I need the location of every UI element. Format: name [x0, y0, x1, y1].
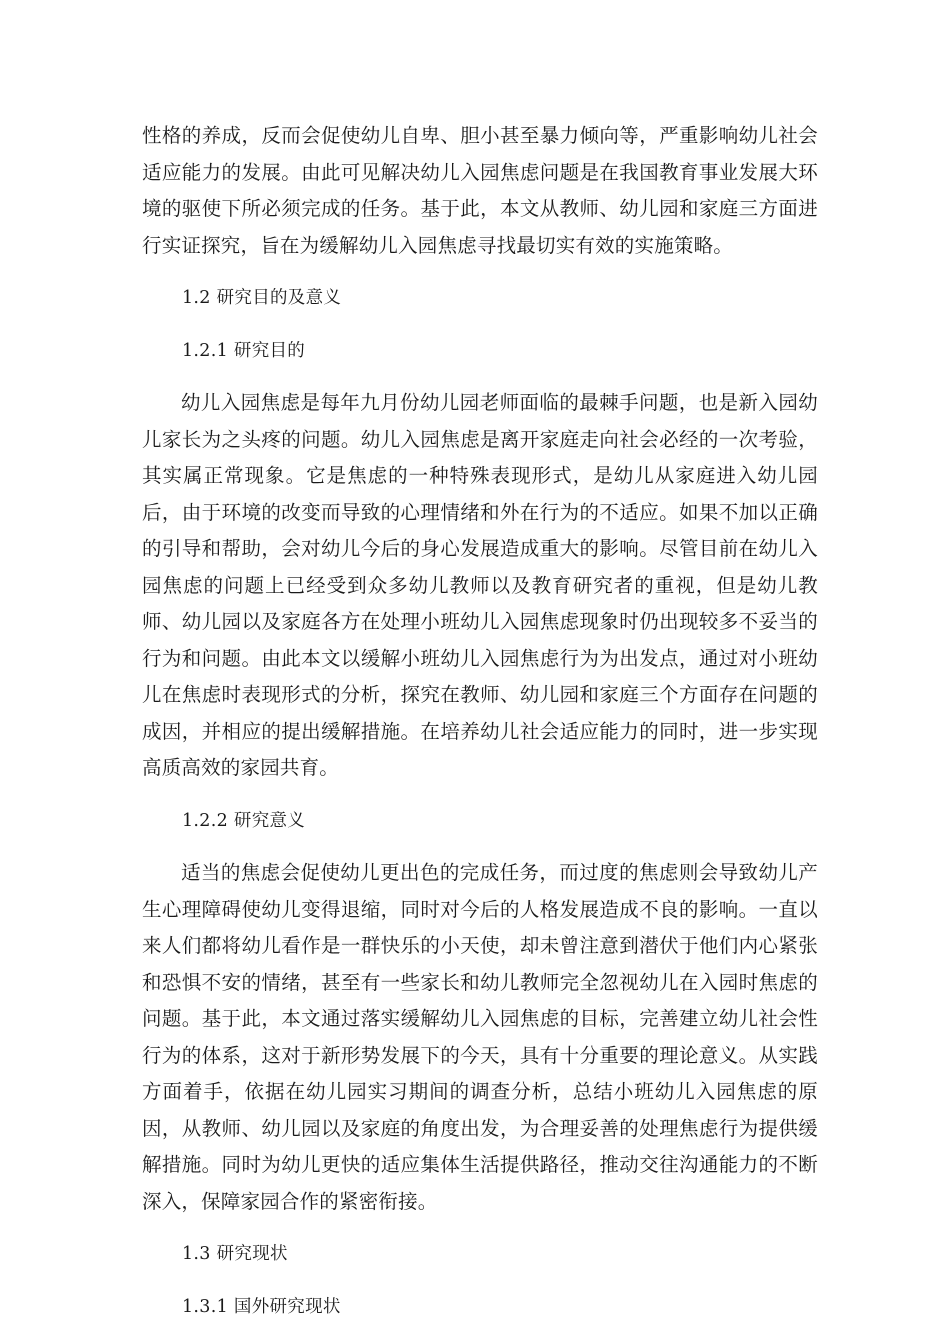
heading-1-3: 1.3 研究现状 [182, 1244, 288, 1264]
heading-1-2-1: 1.2.1 研究目的 [182, 340, 306, 361]
heading-1-2: 1.2 研究目的及意义 [182, 288, 342, 308]
paragraph-intro-continued: 性格的养成，反而会促使幼儿自卑、胆小甚至暴力倾向等，严重影响幼儿社会适应能力的发展。由此可见解决幼儿入园焦虑问题是在我国教育事业发展大环境的驱使下所必须完成的任务。基于此，本文从教师、幼儿园和家庭三方面进行实证探究，旨在为缓解幼儿入园焦虑寻找最切实有效的实施策略。 [142, 124, 818, 257]
heading-1-3-1: 1.3.1 国外研究现状 [182, 1296, 341, 1317]
document-page [142, 118, 818, 1325]
paragraph-research-significance: 适当的焦虑会促使幼儿更出色的完成任务，而过度的焦虑则会导致幼儿产生心理障碍使幼儿变得退缩，同时对今后的人格发展造成不良的影响。一直以来人们都将幼儿看作是一群快乐的小天使，却未曾注意到潜伏于他们内心紧张和恐惧不安的情绪，甚至有一些家长和幼儿教师完全忽视幼儿在入园时焦虑的问题。基于此，本文通过落实缓解幼儿入园焦虑的目标，完善建立幼儿社会性行为的体系，这对于新形势发展下的今天，具有十分重要的理论意义。从实践方面着手，依据在幼儿园实习期间的调查分析，总结小班幼儿入园焦虑的原因，从教师、幼儿园以及家庭的角度出发，为合理妥善的处理焦虑行为提供缓解措施。同时为幼儿更快的适应集体生活提供路径，推动交往沟通能力的不断深入，保障家园合作的紧密衔接。 [142, 861, 818, 1213]
paragraph-research-purpose: 幼儿入园焦虑是每年九月份幼儿园老师面临的最棘手问题，也是新入园幼儿家长为之头疼的问题。幼儿入园焦虑是离开家庭走向社会必经的一次考验，其实属正常现象。它是焦虑的一种特殊表现形式，是幼儿从家庭进入幼儿园后，由于环境的改变而导致的心理情绪和外在行为的不适应。如果不加以正确的引导和帮助，会对幼儿今后的身心发展造成重大的影响。尽管目前在幼儿入园焦虑的问题上已经受到众多幼儿教师以及教育研究者的重视，但是幼儿教师、幼儿园以及家庭各方在处理小班幼儿入园焦虑现象时仍出现较多不妥当的行为和问题。由此本文以缓解小班幼儿入园焦虑行为为出发点，通过对小班幼儿在焦虑时表现形式的分析，探究在教师、幼儿园和家庭三个方面存在问题的成因，并相应的提出缓解措施。在培养幼儿社会适应能力的同时，进一步实现高质高效的家园共育。 [142, 391, 818, 779]
heading-1-2-2: 1.2.2 研究意义 [182, 810, 306, 831]
